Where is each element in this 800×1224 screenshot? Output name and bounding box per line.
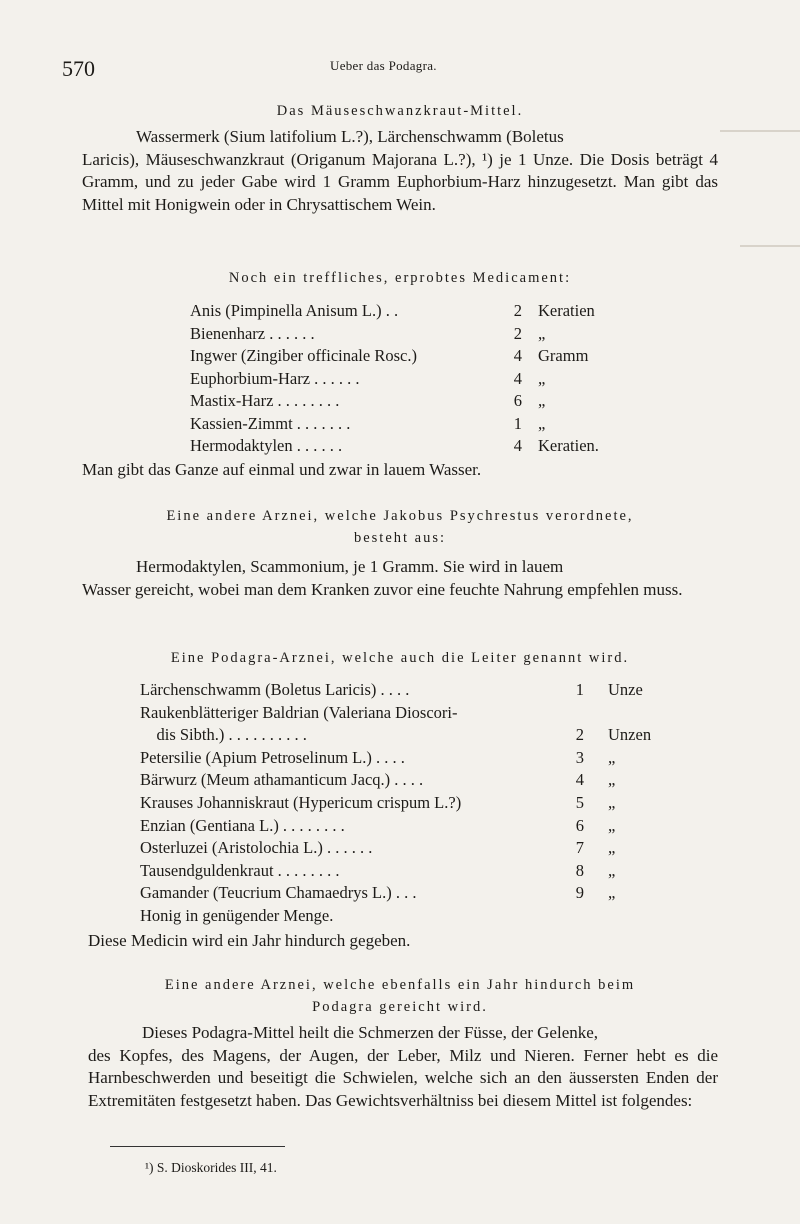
ingredient-unit: „ [538,391,546,410]
paragraph-first-line: Hermodaktylen, Scammonium, je 1 Gramm. Sie wird in lauem [136,557,564,576]
ingredient-unit: „ [608,770,616,790]
footnote-rule [110,1146,285,1147]
ingredient-name: Petersilie (Apium Petroselinum L.) . . . . [140,747,405,767]
ingredient-name: Mastix-Harz . . . . . . . . [190,391,340,410]
bleed-through-mark [720,130,800,132]
section-heading: Das Mäuseschwanzkraut-Mittel. [276,103,524,119]
paragraph-text: Laricis), Mäuseschwanzkraut (Origanum Majorana L.?), ¹) je 1 Unze. Die Dosis beträgt 4 Gramm, und zu jeder Gabe wird 1 Gramm Euphorbium-Harz hinzugesetzt. Man gibt das Mittel mit Honigwein oder in Chrysattischem Wein. [82,149,718,214]
ingredient-name: dis Sibth.) . . . . . . . . . . [140,725,307,745]
ingredient-unit: Unzen [608,725,652,745]
closing-line: Diese Medicin wird ein Jahr hindurch gegeben. [88,931,411,950]
ingredient-unit: „ [538,413,546,433]
ingredient-quantity: 5 [575,793,584,812]
ingredient-name: Gamander (Teucrium Chamaedrys L.) . . . [140,883,417,903]
ingredient-row [140,861,700,883]
ingredient-name: Bärwurz (Meum athamanticum Jacq.) . . . . [140,770,424,790]
bleed-through-mark [740,245,800,247]
ingredient-quantity: 2 [575,725,584,745]
ingredient-unit: Unze [608,680,643,699]
section-heading: Eine Podagra-Arznei, welche auch die Leiter genannt wird. [170,650,630,666]
ingredient-quantity: 6 [513,391,522,410]
ingredient-name: Hermodaktylen . . . . . . [190,436,343,455]
ingredient-name: Anis (Pimpinella Anisum L.) . . [190,301,399,320]
ingredient-unit: „ [538,368,546,388]
ingredient-quantity: 4 [513,346,522,365]
ingredient-unit: „ [608,860,616,880]
ingredient-row [140,680,700,702]
ingredient-row [190,414,750,436]
ingredient-row [190,346,750,368]
ingredient-quantity: 2 [513,301,522,320]
ingredient-name: Raukenblätteriger Baldrian (Valeriana Dioscori- [140,702,458,722]
ingredient-quantity: 6 [575,815,584,835]
section-heading-cont: Podagra gereicht wird. [312,999,488,1015]
section-heading-cont: besteht aus: [353,530,447,546]
ingredient-name: Euphorbium-Harz . . . . . . [190,368,360,388]
ingredient-row [140,883,700,905]
section-heading: Noch ein treffliches, erprobtes Medicament: [228,270,572,286]
ingredient-row [140,770,700,792]
ingredient-quantity: 4 [575,770,584,790]
ingredient-row [140,838,700,860]
ingredient-quantity: 3 [575,747,584,767]
ingredient-name: Honig in genügender Menge. [140,906,334,925]
footnote: ¹) S. Dioskorides III, 41. [145,1160,277,1175]
paragraph [88,1022,718,1112]
ingredient-row [190,391,750,413]
ingredient-unit: „ [608,793,616,812]
ingredient-name: Tausendguldenkraut . . . . . . . . [140,860,340,880]
ingredient-quantity: 1 [513,413,522,433]
ingredient-unit: „ [608,747,616,767]
ingredient-name: Bienenharz . . . . . . [190,323,315,343]
ingredient-name: Enzian (Gentiana L.) . . . . . . . . [140,815,345,835]
ingredient-quantity: 2 [513,323,522,343]
paragraph-text: des Kopfes, des Magens, der Augen, der Leber, Milz und Nieren. Ferner hebt es die Harnbeschwerden und beseitigt die Schwielen, welche sich an den äussersten Enden der Extremitäten festgesetzt haben. Das Gewichtsverhältniss bei diesem Mittel ist folgendes: [88,1045,718,1110]
ingredient-row [190,301,750,323]
paragraph [82,556,718,601]
closing-line: Man gibt das Ganze auf einmal und zwar in lauem Wasser. [82,460,482,479]
ingredient-unit: Keratien [538,301,595,320]
ingredient-unit: „ [538,323,546,343]
ingredient-quantity: 4 [513,436,522,455]
ingredient-row [140,748,700,770]
ingredient-row [140,816,700,838]
ingredient-name: Osterluzei (Aristolochia L.) . . . . . . [140,838,373,858]
ingredient-quantity: 9 [575,883,584,903]
ingredient-name: Kassien-Zimmt . . . . . . . [190,413,351,433]
ingredient-row [140,793,700,815]
ingredient-unit: „ [608,883,616,903]
ingredient-quantity: 1 [575,680,584,699]
ingredient-row [190,436,750,458]
ingredient-quantity: 4 [513,368,522,388]
section-heading: Eine andere Arznei, welche Jakobus Psychrestus verordnete, [166,508,634,524]
ingredient-name: Lärchenschwamm (Boletus Laricis) . . . . [140,680,410,699]
ingredient-unit: „ [608,838,616,858]
paragraph-text: Wasser gereicht, wobei man dem Kranken zuvor eine feuchte Nahrung empfehlen muss. [82,579,683,599]
paragraph-first-line: Wassermerk (Sium latifolium L.?), Lärchenschwamm (Boletus [136,127,564,146]
ingredient-unit: „ [608,815,616,835]
ingredient-quantity: 7 [575,838,584,858]
ingredient-row [190,369,750,391]
ingredient-row [140,725,700,747]
ingredient-name: Ingwer (Zingiber officinale Rosc.) [190,346,417,365]
ingredient-name: Krauses Johanniskraut (Hypericum crispum L.?) [140,793,462,812]
ingredient-row [140,906,700,928]
ingredient-row [140,703,700,725]
running-title: Ueber das Podagra. [330,58,437,73]
paragraph-first-line: Dieses Podagra-Mittel heilt die Schmerzen der Füsse, der Gelenke, [142,1023,599,1042]
paragraph [82,126,718,216]
page-number: 570 [62,56,95,81]
ingredient-quantity: 8 [575,860,584,880]
ingredient-unit: Keratien. [538,436,599,455]
ingredient-row [190,324,750,346]
section-heading: Eine andere Arznei, welche ebenfalls ein Jahr hindurch beim [164,977,636,993]
ingredient-unit: Gramm [538,346,589,365]
